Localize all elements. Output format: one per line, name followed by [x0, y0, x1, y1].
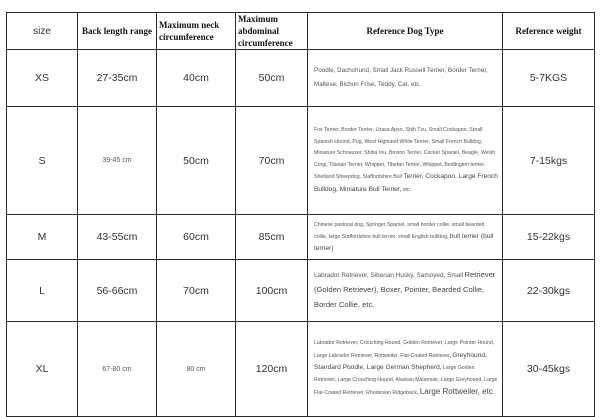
- abdominal-cell: 70cm: [236, 107, 308, 215]
- size-cell: S: [7, 107, 78, 215]
- header-neck: Maximum neck circumference: [157, 13, 236, 50]
- dog-types-text: Retriever (Golden Retriever), Boxer, Pointer, Bearded Collie, Border Collie, etc.: [314, 270, 496, 309]
- dog-types-text-mid: Greyhound, Standard Poodle, Large German Shepherd,: [314, 351, 487, 372]
- neck-cell: 50cm: [157, 107, 236, 215]
- abdominal-cell: 85cm: [236, 215, 308, 260]
- dog-types-text-small: Large Golden Retriever, Large Crouching Hound, Alaskan Malamute, Large Greyhound, Large Flat-Coated Retriever, Rhodesian Ridgeback,: [314, 365, 498, 397]
- table-row: [7, 107, 595, 215]
- size-cell: XS: [7, 50, 78, 107]
- weight-cell: 30-45kgs: [503, 322, 595, 417]
- dog-types-text-end: Large Rottweiler, etc.: [419, 387, 495, 397]
- neck-cell: 40cm: [157, 50, 236, 107]
- dog-types-text-large: Terrier, Cockapoo, Large French Bulldog, Miniature Bull Terrier,: [314, 173, 498, 193]
- dog-types-cell: [308, 260, 503, 322]
- header-size: size: [7, 13, 78, 50]
- dog-types-text: Labrador Retriever, Crouching Hound, Golden Retriever, Large Pointer Hound, Large Labrador Retriever, Rottweiler, Flat-Coated Retriever,: [314, 340, 495, 359]
- abdominal-cell: 120cm: [236, 322, 308, 417]
- size-cell: M: [7, 215, 78, 260]
- back-length-cell: 43-55cm: [78, 215, 157, 260]
- weight-cell: 5-7KGS: [503, 50, 595, 107]
- weight-cell: 15-22kgs: [503, 215, 595, 260]
- dog-types-text-first: Labrador Retriever, Siberian Husky, Samoyed, Small: [314, 272, 464, 279]
- size-cell: L: [7, 260, 78, 322]
- neck-cell: 60cm: [157, 215, 236, 260]
- table-row: [7, 260, 595, 322]
- back-length-cell: 67-80 cm: [78, 322, 157, 417]
- header-back-length: Back length range: [78, 13, 157, 50]
- header-reference-dog: Reference Dog Type: [308, 13, 503, 50]
- dog-types-cell: [308, 107, 503, 215]
- table-row: [7, 322, 595, 417]
- neck-cell: 80 cm: [157, 322, 236, 417]
- abdominal-cell: 50cm: [236, 50, 308, 107]
- back-length-cell: 39-45 cm: [78, 107, 157, 215]
- table-row: [7, 215, 595, 260]
- neck-cell: 70cm: [157, 260, 236, 322]
- dog-types-text-large: bull terrier (bull terrier): [314, 232, 494, 252]
- dog-types-cell: [308, 322, 503, 417]
- dog-types-cell: Poodle, Dachshund, Small Jack Russell Terrier, Border Terrier, Maltese, Bichon Frise, Teddy, Cat, etc.: [308, 50, 503, 107]
- size-chart-table: [6, 12, 595, 417]
- weight-cell: 22-30kgs: [503, 260, 595, 322]
- abdominal-cell: 100cm: [236, 260, 308, 322]
- dog-types-text-end: etc.: [402, 186, 412, 193]
- size-cell: XL: [7, 322, 78, 417]
- back-length-cell: 56-66cm: [78, 260, 157, 322]
- table-row: [7, 50, 595, 107]
- table-header-row: [7, 13, 595, 50]
- header-abdominal: Maximum abdominal circumference: [236, 13, 308, 50]
- header-weight: Reference weight: [503, 13, 595, 50]
- dog-types-text: Chinese pastoral dog, Springer Spaniel, small border collie, small bearded collie, large Staffordshire bull terrier, small English bulldog,: [314, 221, 485, 240]
- dog-types-cell: [308, 215, 503, 260]
- back-length-cell: 27-35cm: [78, 50, 157, 107]
- weight-cell: 7-15kgs: [503, 107, 595, 215]
- dog-types-text: Fox Terrier, Border Terrier, Lhasa Apso, Shih Tzu, Small Cockapoo, Small Spanish Hound, Pug, West Highland White Terrier, Small French Bulldog, Miniature Schnauzer, Shiba Inu, Boston Terrier, Cocker Spaniel, Beagle, Welsh Corgi, Tibetan Terrier, Whippet, Tibetan Terrier, Whippet, Bedlington terrier, Shetland Sheepdog, Staffordshire Bull: [314, 127, 496, 180]
